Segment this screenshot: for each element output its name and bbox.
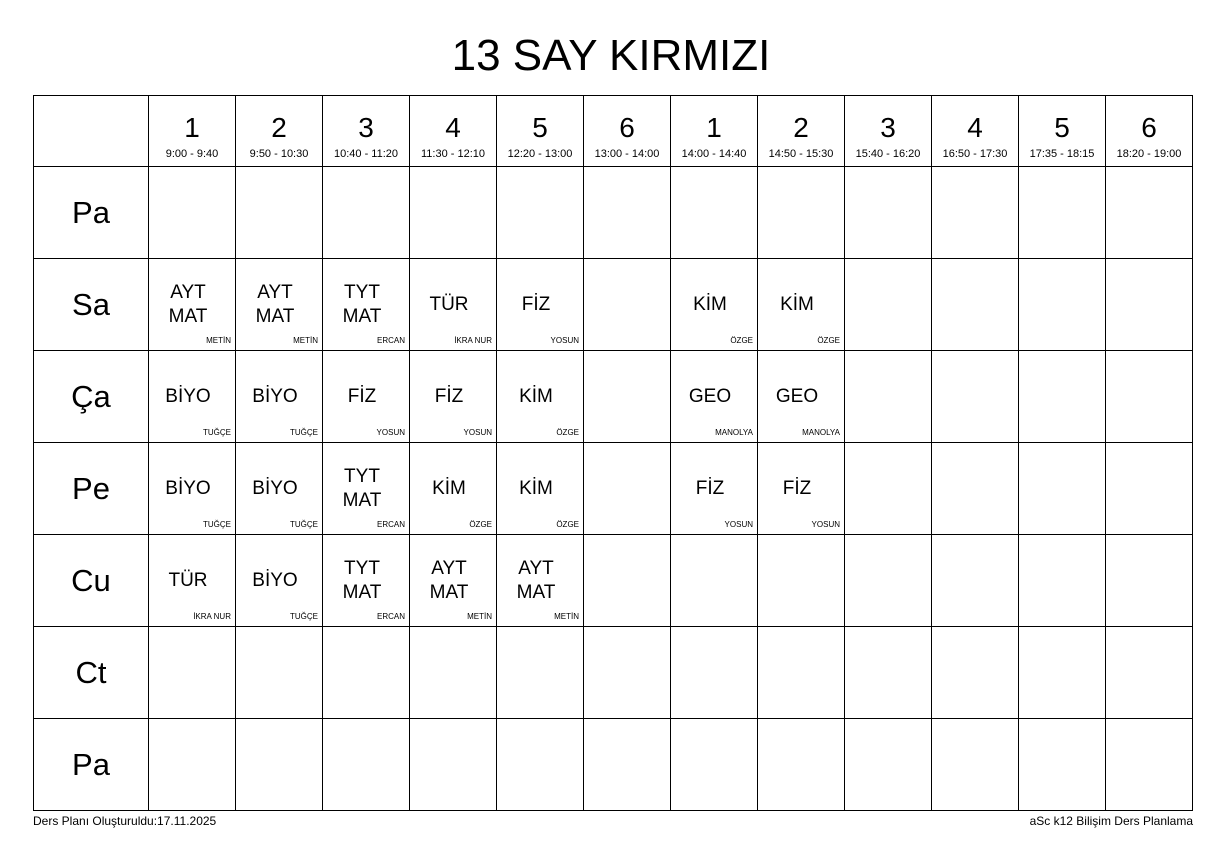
lesson-cell (236, 351, 323, 443)
subject-label: TYT MAT (342, 557, 382, 603)
day-label: Pe (34, 443, 149, 535)
empty-cell (149, 167, 236, 259)
period-header (1106, 96, 1193, 167)
period-time: 9:00 - 9:40 (165, 148, 219, 160)
teacher-label: YOSUN (724, 520, 753, 529)
empty-cell (323, 719, 410, 811)
teacher-label: TUĞÇE (290, 520, 318, 529)
empty-cell (149, 627, 236, 719)
subject-label: GEO (775, 385, 819, 407)
empty-cell (932, 443, 1019, 535)
teacher-label: YOSUN (376, 428, 405, 437)
period-number: 3 (358, 112, 374, 143)
teacher-label: TUĞÇE (203, 520, 231, 529)
period-number: 4 (445, 112, 461, 143)
subject-label: BİYO (252, 477, 298, 499)
empty-cell (1019, 167, 1106, 259)
lesson-cell (410, 351, 497, 443)
period-number: 2 (793, 112, 809, 143)
empty-cell (758, 535, 845, 627)
empty-cell (845, 351, 932, 443)
empty-cell (410, 719, 497, 811)
period-number: 1 (184, 112, 200, 143)
subject-label: FİZ (782, 477, 812, 499)
corner-cell (34, 96, 149, 167)
empty-cell (1019, 719, 1106, 811)
subject-label: KİM (519, 477, 553, 499)
lesson-cell (410, 259, 497, 351)
subject-label: AYT MAT (168, 281, 208, 327)
lesson-cell (323, 443, 410, 535)
empty-cell (932, 719, 1019, 811)
empty-cell (845, 627, 932, 719)
empty-cell (758, 719, 845, 811)
period-time: 14:50 - 15:30 (768, 148, 834, 160)
empty-cell (671, 719, 758, 811)
lesson-cell (410, 535, 497, 627)
subject-label: FİZ (695, 477, 725, 499)
empty-cell (1106, 351, 1193, 443)
software-credit: aSc k12 Bilişim Ders Planlama (1029, 814, 1193, 828)
empty-cell (584, 627, 671, 719)
empty-cell (758, 627, 845, 719)
empty-cell (845, 167, 932, 259)
teacher-label: İKRA NUR (193, 612, 231, 621)
empty-cell (584, 719, 671, 811)
teacher-label: İKRA NUR (454, 336, 492, 345)
teacher-label: METİN (293, 336, 318, 345)
teacher-label: METİN (467, 612, 492, 621)
empty-cell (1106, 719, 1193, 811)
lesson-cell (149, 443, 236, 535)
lesson-cell (758, 351, 845, 443)
period-number: 6 (619, 112, 635, 143)
period-header (323, 96, 410, 167)
empty-cell (932, 627, 1019, 719)
teacher-label: ÖZGE (730, 336, 753, 345)
day-label: Sa (34, 259, 149, 351)
empty-cell (149, 719, 236, 811)
period-time: 11:30 - 12:10 (420, 148, 485, 160)
period-header (584, 96, 671, 167)
teacher-label: METİN (206, 336, 231, 345)
empty-cell (236, 167, 323, 259)
period-time: 14:00 - 14:40 (681, 148, 747, 160)
lesson-cell (497, 535, 584, 627)
empty-cell (1019, 443, 1106, 535)
lesson-cell (671, 351, 758, 443)
empty-cell (845, 535, 932, 627)
period-time: 18:20 - 19:00 (1116, 148, 1182, 160)
teacher-label: YOSUN (463, 428, 492, 437)
empty-cell (1106, 443, 1193, 535)
empty-cell (671, 167, 758, 259)
period-number: 3 (880, 112, 896, 143)
empty-cell (584, 351, 671, 443)
subject-label: GEO (688, 385, 732, 407)
empty-cell (497, 719, 584, 811)
empty-cell (497, 167, 584, 259)
day-row (34, 351, 1193, 443)
lesson-cell (236, 443, 323, 535)
lesson-cell (497, 443, 584, 535)
empty-cell (323, 167, 410, 259)
subject-label: TÜR (168, 569, 208, 591)
period-number: 1 (706, 112, 722, 143)
period-time: 10:40 - 11:20 (333, 148, 398, 160)
teacher-label: TUĞÇE (290, 428, 318, 437)
lesson-cell (323, 259, 410, 351)
subject-label: TYT MAT (342, 465, 382, 511)
day-label: Ça (34, 351, 149, 443)
lesson-cell (497, 351, 584, 443)
subject-label: AYT MAT (516, 557, 556, 603)
subject-label: FİZ (347, 385, 377, 407)
period-header (932, 96, 1019, 167)
day-row (34, 719, 1193, 811)
empty-cell (410, 627, 497, 719)
empty-cell (584, 535, 671, 627)
subject-label: FİZ (434, 385, 464, 407)
subject-label: AYT MAT (429, 557, 469, 603)
day-row (34, 627, 1193, 719)
empty-cell (932, 259, 1019, 351)
page-title: 13 SAY KIRMIZI (451, 31, 771, 80)
empty-cell (1019, 627, 1106, 719)
day-label: Pa (34, 167, 149, 259)
subject-label: TYT MAT (342, 281, 382, 327)
day-label: Cu (34, 535, 149, 627)
empty-cell (671, 535, 758, 627)
lesson-cell (410, 443, 497, 535)
period-header (671, 96, 758, 167)
empty-cell (1106, 167, 1193, 259)
teacher-label: YOSUN (811, 520, 840, 529)
empty-cell (758, 167, 845, 259)
period-header (236, 96, 323, 167)
empty-cell (932, 167, 1019, 259)
empty-cell (1106, 535, 1193, 627)
period-number: 6 (1141, 112, 1157, 143)
subject-label: AYT MAT (255, 281, 295, 327)
teacher-label: METİN (554, 612, 579, 621)
lesson-cell (149, 351, 236, 443)
timetable (33, 95, 1193, 811)
period-number: 2 (271, 112, 287, 143)
subject-label: KİM (519, 385, 553, 407)
period-time: 16:50 - 17:30 (942, 148, 1008, 160)
lesson-cell (758, 443, 845, 535)
empty-cell (1019, 351, 1106, 443)
empty-cell (584, 259, 671, 351)
subject-label: BİYO (252, 569, 298, 591)
period-time: 13:00 - 14:00 (594, 148, 660, 160)
empty-cell (584, 443, 671, 535)
subject-label: TÜR (429, 293, 469, 315)
lesson-cell (497, 259, 584, 351)
period-header (1019, 96, 1106, 167)
empty-cell (1019, 535, 1106, 627)
empty-cell (497, 627, 584, 719)
empty-cell (323, 627, 410, 719)
lesson-cell (323, 535, 410, 627)
teacher-label: ÖZGE (556, 428, 579, 437)
lesson-cell (671, 443, 758, 535)
teacher-label: TUĞÇE (290, 612, 318, 621)
created-date-note: Ders Planı Oluşturuldu:17.11.2025 (33, 814, 217, 828)
period-number: 4 (967, 112, 983, 143)
lesson-cell (236, 535, 323, 627)
period-header (149, 96, 236, 167)
teacher-label: ERCAN (376, 612, 405, 621)
teacher-label: ÖZGE (469, 520, 492, 529)
empty-cell (845, 259, 932, 351)
lesson-cell (323, 351, 410, 443)
day-label: Ct (34, 627, 149, 719)
empty-cell (584, 167, 671, 259)
empty-cell (845, 719, 932, 811)
teacher-label: ÖZGE (817, 336, 840, 345)
lesson-cell (671, 259, 758, 351)
period-time: 12:20 - 13:00 (507, 148, 573, 160)
teacher-label: ERCAN (376, 520, 405, 529)
day-row (34, 167, 1193, 259)
teacher-label: YOSUN (550, 336, 579, 345)
lesson-cell (149, 535, 236, 627)
empty-cell (845, 443, 932, 535)
empty-cell (1019, 259, 1106, 351)
period-time: 9:50 - 10:30 (249, 148, 309, 160)
day-label: Pa (34, 719, 149, 811)
subject-label: KİM (432, 477, 466, 499)
empty-cell (410, 167, 497, 259)
lesson-cell (758, 259, 845, 351)
subject-label: KİM (693, 293, 727, 315)
subject-label: BİYO (252, 385, 298, 407)
day-row (34, 259, 1193, 351)
period-header-row (34, 96, 1193, 167)
empty-cell (671, 627, 758, 719)
lesson-cell (236, 259, 323, 351)
day-row (34, 443, 1193, 535)
day-row (34, 535, 1193, 627)
empty-cell (1106, 259, 1193, 351)
empty-cell (236, 627, 323, 719)
subject-label: FİZ (521, 293, 551, 315)
lesson-cell (149, 259, 236, 351)
period-number: 5 (532, 112, 548, 143)
teacher-label: MANOLYA (802, 428, 840, 437)
empty-cell (932, 535, 1019, 627)
teacher-label: ERCAN (376, 336, 405, 345)
subject-label: KİM (780, 293, 814, 315)
period-header (497, 96, 584, 167)
teacher-label: MANOLYA (715, 428, 753, 437)
period-time: 17:35 - 18:15 (1029, 148, 1095, 160)
period-time: 15:40 - 16:20 (855, 148, 921, 160)
empty-cell (1106, 627, 1193, 719)
period-header (410, 96, 497, 167)
empty-cell (236, 719, 323, 811)
teacher-label: TUĞÇE (203, 428, 231, 437)
period-header (758, 96, 845, 167)
period-header (845, 96, 932, 167)
subject-label: BİYO (165, 477, 211, 499)
subject-label: BİYO (165, 385, 211, 407)
period-number: 5 (1054, 112, 1070, 143)
teacher-label: ÖZGE (556, 520, 579, 529)
empty-cell (932, 351, 1019, 443)
